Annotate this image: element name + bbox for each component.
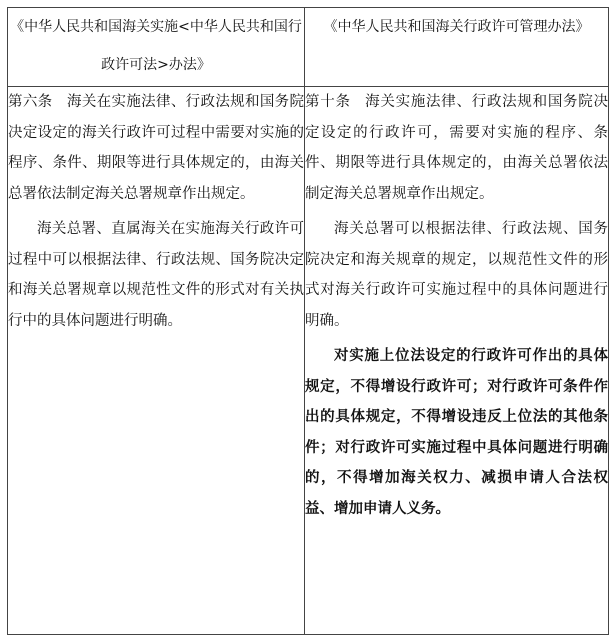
right-article-paragraph [305, 87, 608, 209]
left-content-cell [8, 87, 305, 635]
comparison-table [7, 7, 609, 635]
header-row [8, 8, 609, 87]
right-content-cell [305, 87, 609, 635]
left-article-text: 海关在实施法律、行政法规和国务院决定设定的海关行政许可过程中需要对实施的程序、条件、期限等进行具体规定的，由海关总署依法制定海关总署规章作出规定。 [8, 94, 304, 202]
content-row [8, 87, 609, 635]
left-paragraph-2: 海关总署、直属海关在实施海关行政许可过程中可以根据法律、行政法规、国务院决定和海关总署规章以规范性文件的形式对有关执行中的具体问题进行明确。 [8, 221, 304, 329]
right-article-label: 第十条 [305, 94, 351, 110]
right-paragraph-3-bold: 对实施上位法设定的行政许可作出的具体规定，不得增设行政许可；对行政许可条件作出的具体规定，不得增设违反上位法的其他条件；对行政许可实施过程中具体问题进行明确的，不得增加海关权力、减损申请人合法权益、增加申请人义务。 [305, 348, 608, 517]
header-left-regulation-title: 《中华人民共和国海关实施<中华人民共和国行政许可法>办法》 [8, 8, 305, 87]
left-article-paragraph [8, 87, 304, 209]
header-right-regulation-title: 《中华人民共和国海关行政许可管理办法》 [305, 8, 609, 87]
left-article-label: 第六条 [8, 94, 53, 110]
right-article-text: 海关实施法律、行政法规和国务院决定设定的行政许可，需要对实施的程序、条件、期限等进行具体规定的，由海关总署依法制定海关总署规章作出规定。 [305, 94, 609, 202]
right-paragraph-2: 海关总署可以根据法律、行政法规、国务院决定和海关规章的规定，以规范性文件的形式对海关行政许可实施过程中的具体问题进行明确。 [305, 221, 608, 329]
